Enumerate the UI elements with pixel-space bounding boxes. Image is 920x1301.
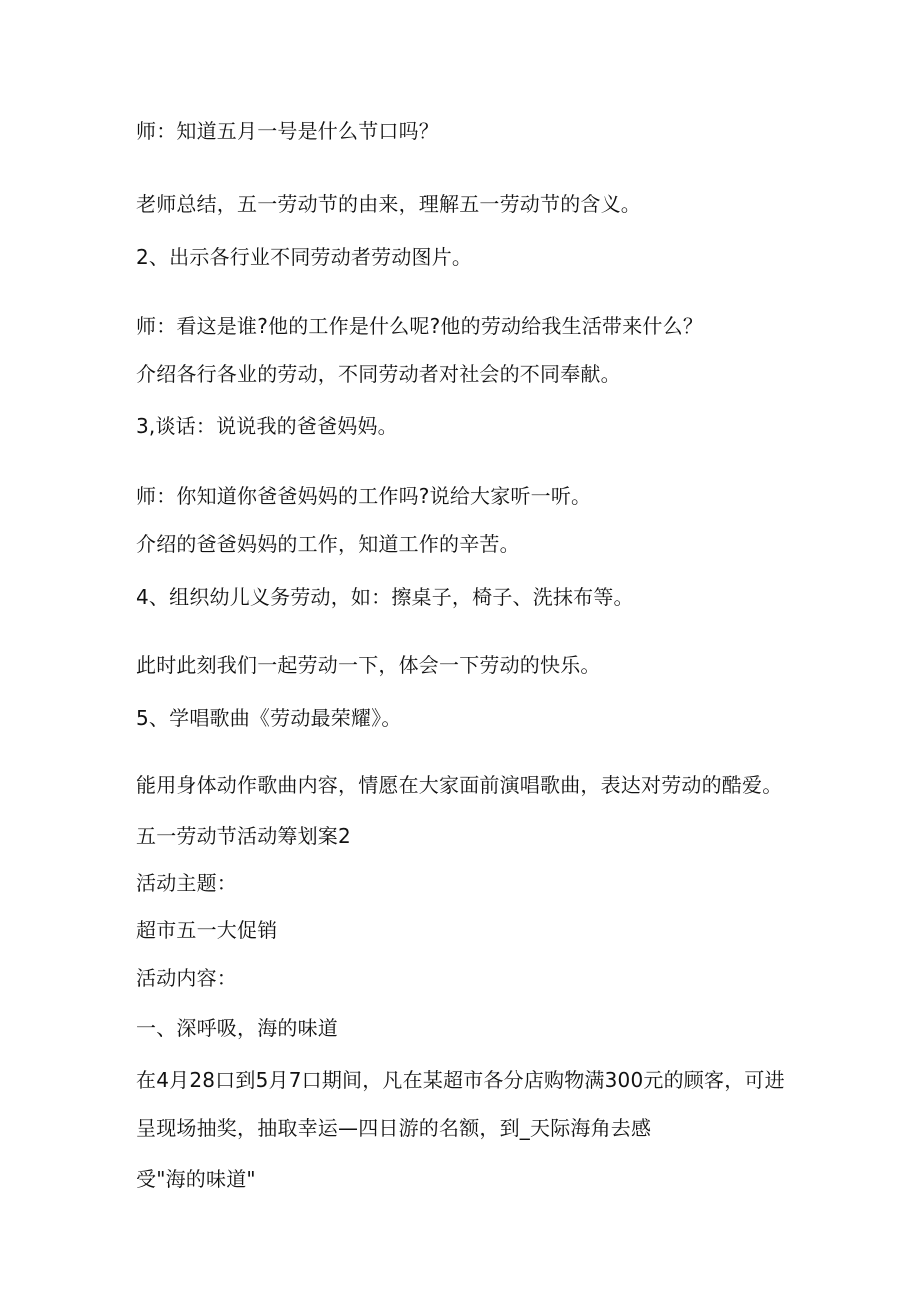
text-line: 五一劳动节活动筹划案2 bbox=[136, 824, 351, 848]
text-line: 一、深呼吸，海的味道 bbox=[136, 1016, 338, 1040]
text-line: 4、组织幼儿义务劳动，如：擦桌子，椅子、洗抹布等。 bbox=[136, 585, 634, 609]
text-line: 师：知道五月一号是什么节口吗？ bbox=[136, 119, 439, 143]
text-line: 老师总结，五一劳动节的由来，理解五一劳动节的含义。 bbox=[136, 192, 641, 216]
text-line: 2、出示各行业不同劳动者劳动图片。 bbox=[136, 245, 473, 269]
text-line: 在4月28口到5月7口期间，凡在某超市各分店购物满300元的顾客，可进 bbox=[136, 1068, 785, 1092]
text-line: 3,谈话：说说我的爸爸妈妈。 bbox=[136, 414, 398, 438]
text-line: 活动内容： bbox=[136, 966, 237, 990]
text-line: 受"海的味道" bbox=[136, 1167, 256, 1191]
text-line: 此时此刻我们一起劳动一下，体会一下劳动的快乐。 bbox=[136, 653, 601, 677]
text-line: 师：你知道你爸爸妈妈的工作吗?说给大家听一听。 bbox=[136, 484, 592, 508]
text-line: 5、学唱歌曲《劳动最荣耀》。 bbox=[136, 706, 402, 730]
text-line: 介绍的爸爸妈妈的工作，知道工作的辛苦。 bbox=[136, 532, 520, 556]
text-line: 师：看这是谁?他的工作是什么呢?他的劳动给我生活带来什么？ bbox=[136, 314, 704, 338]
text-line: 超市五一大促销 bbox=[136, 918, 278, 942]
text-line: 介绍各行各业的劳动，不同劳动者对社会的不同奉献。 bbox=[136, 362, 621, 386]
text-line: 呈现场抽奖，抽取幸运—四日游的名额，到_天际海角去感 bbox=[136, 1116, 652, 1140]
text-line: 能用身体动作歌曲内容，情愿在大家面前演唱歌曲，表达对劳动的酷爱。 bbox=[136, 773, 783, 797]
text-line: 活动主题： bbox=[136, 871, 237, 895]
